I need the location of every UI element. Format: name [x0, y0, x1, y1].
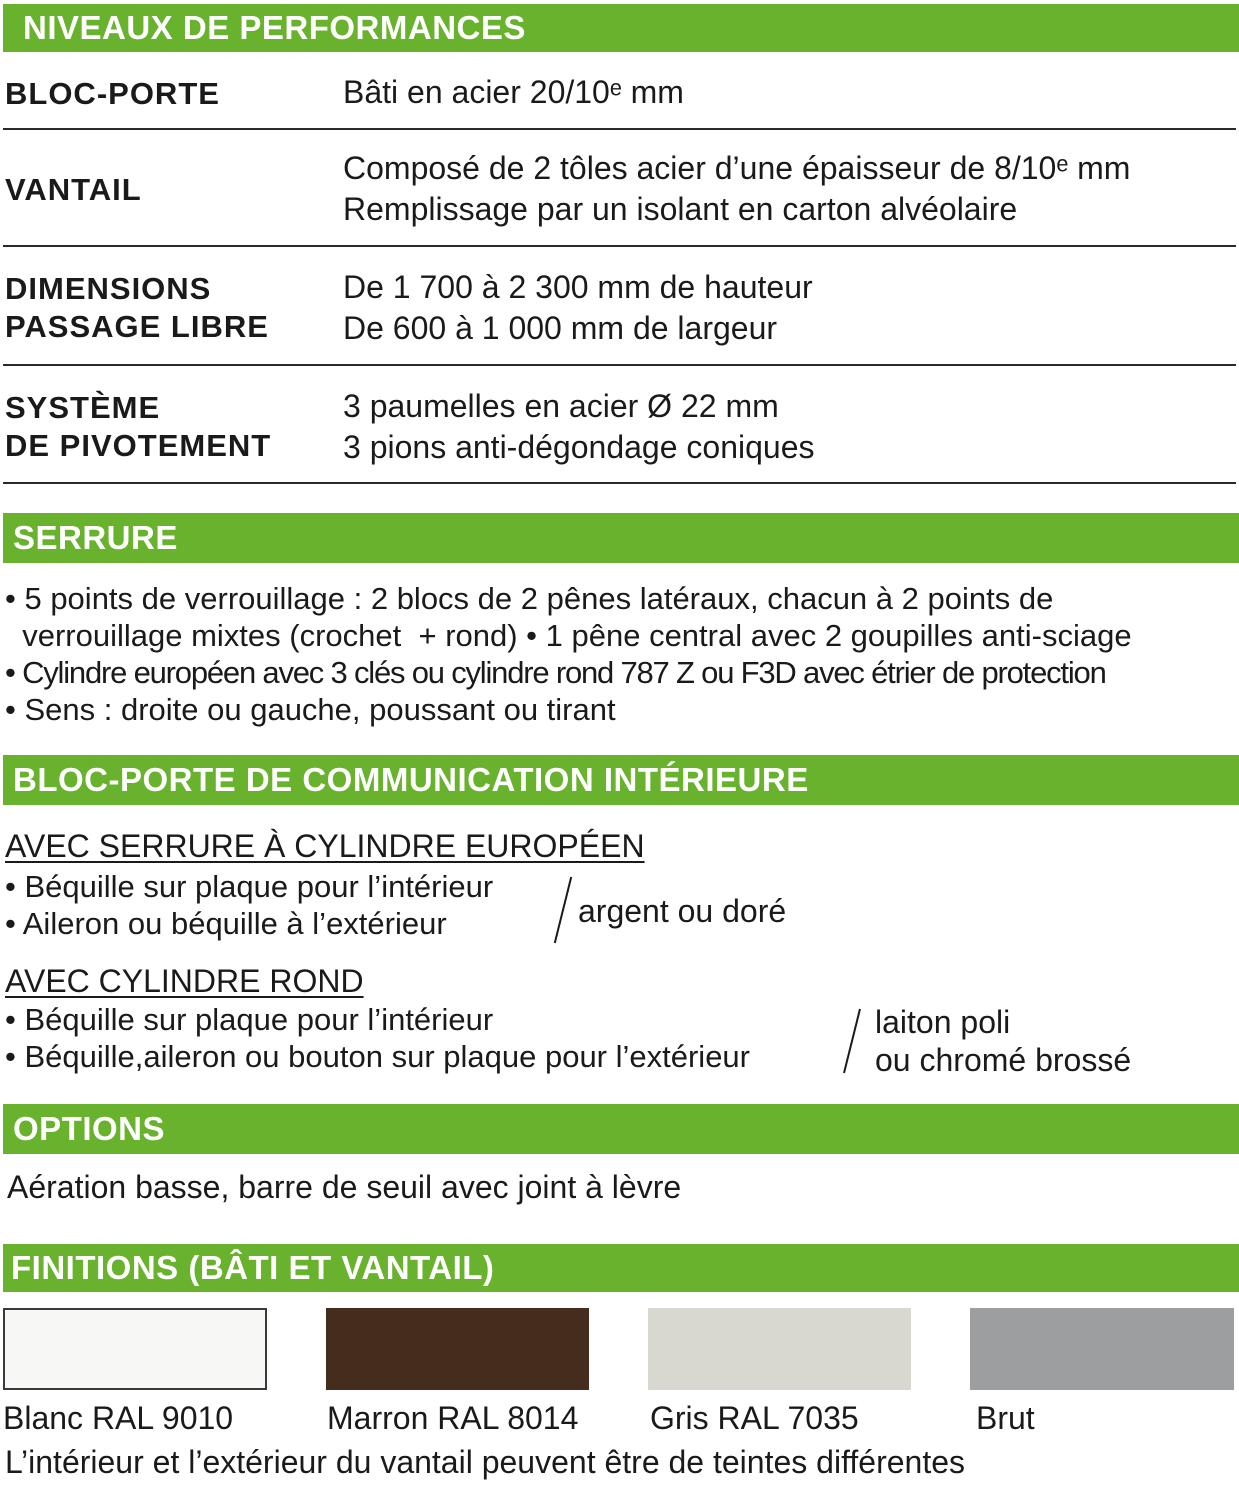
- row-label: DIMENSIONS PASSAGE LIBRE: [5, 271, 269, 344]
- finish-text: laiton poli ou chromé brossé: [875, 1004, 1132, 1078]
- color-swatch-brut: [970, 1308, 1234, 1390]
- subsection-title-cylindre-rond: AVEC CYLINDRE ROND: [5, 963, 364, 999]
- swatch-label-blanc: Blanc RAL 9010: [3, 1400, 234, 1436]
- serrure-list: [5, 580, 1132, 728]
- list-item: • Béquille sur plaque pour l’intérieur: [5, 869, 494, 904]
- row-label: BLOC-PORTE: [5, 76, 220, 111]
- swatch-label-gris: Gris RAL 7035: [650, 1400, 859, 1436]
- row-divider: [3, 245, 1236, 247]
- list-item: • Aileron ou béquille à l’extérieur: [5, 906, 447, 941]
- finish-note: L’intérieur et l’extérieur du vantail peuvent être de teintes différentes: [5, 1444, 965, 1480]
- row-value: De 1 700 à 2 300 mm de hauteur De 600 à 1 000 mm de largeur: [343, 269, 813, 346]
- slash-divider: [554, 877, 572, 943]
- color-swatch-blanc: [3, 1308, 267, 1390]
- options-text: Aération basse, barre de seuil avec joint à lèvre: [7, 1169, 682, 1205]
- list-item: • Sens : droite ou gauche, poussant ou tirant: [5, 692, 616, 727]
- slash-divider: [843, 1009, 861, 1074]
- color-swatch-marron: [326, 1308, 589, 1390]
- section-header-options: OPTIONS: [3, 1104, 1239, 1154]
- list-item: verrouillage mixtes (crochet + rond) • 1 pêne central avec 2 goupilles anti-sciage: [5, 618, 1132, 653]
- row-divider: [3, 128, 1236, 130]
- row-label: SYSTÈME DE PIVOTEMENT: [5, 390, 272, 463]
- subsection-title-cylindre-europeen: AVEC SERRURE À CYLINDRE EUROPÉEN: [5, 828, 645, 864]
- handle-list-europeen: [5, 868, 493, 942]
- section-header-finitions: FINITIONS (BÂTI ET VANTAIL): [3, 1244, 1239, 1292]
- row-divider: [3, 364, 1236, 366]
- section-header-communication: BLOC-PORTE DE COMMUNICATION INTÉRIEURE: [3, 755, 1239, 805]
- list-item: • 5 points de verrouillage : 2 blocs de 2 pênes latéraux, chacun à 2 points de: [5, 581, 1054, 616]
- handle-list-rond: [5, 1001, 750, 1075]
- color-swatch-gris: [648, 1308, 911, 1390]
- row-value: Bâti en acier 20/10ᵉ mm: [343, 74, 684, 110]
- swatch-label-marron: Marron RAL 8014: [327, 1400, 579, 1436]
- row-divider: [3, 482, 1236, 484]
- list-item: • Béquille sur plaque pour l’intérieur: [5, 1002, 494, 1037]
- swatch-label-brut: Brut: [976, 1400, 1035, 1436]
- finish-text: argent ou doré: [578, 893, 787, 929]
- list-item: • Béquille,aileron ou bouton sur plaque pour l’extérieur: [5, 1039, 750, 1074]
- section-header-performances: NIVEAUX DE PERFORMANCES: [3, 4, 1239, 52]
- row-label: VANTAIL: [5, 172, 142, 207]
- section-header-serrure: SERRURE: [3, 513, 1239, 563]
- row-value: 3 paumelles en acier Ø 22 mm 3 pions anti-dégondage coniques: [343, 388, 815, 465]
- row-value: Composé de 2 tôles acier d’une épaisseur de 8/10ᵉ mm Remplissage par un isolant en carton alvéolaire: [343, 150, 1131, 227]
- list-item: • Cylindre européen avec 3 clés ou cylindre rond 787 Z ou F3D avec étrier de protection: [5, 655, 1106, 690]
